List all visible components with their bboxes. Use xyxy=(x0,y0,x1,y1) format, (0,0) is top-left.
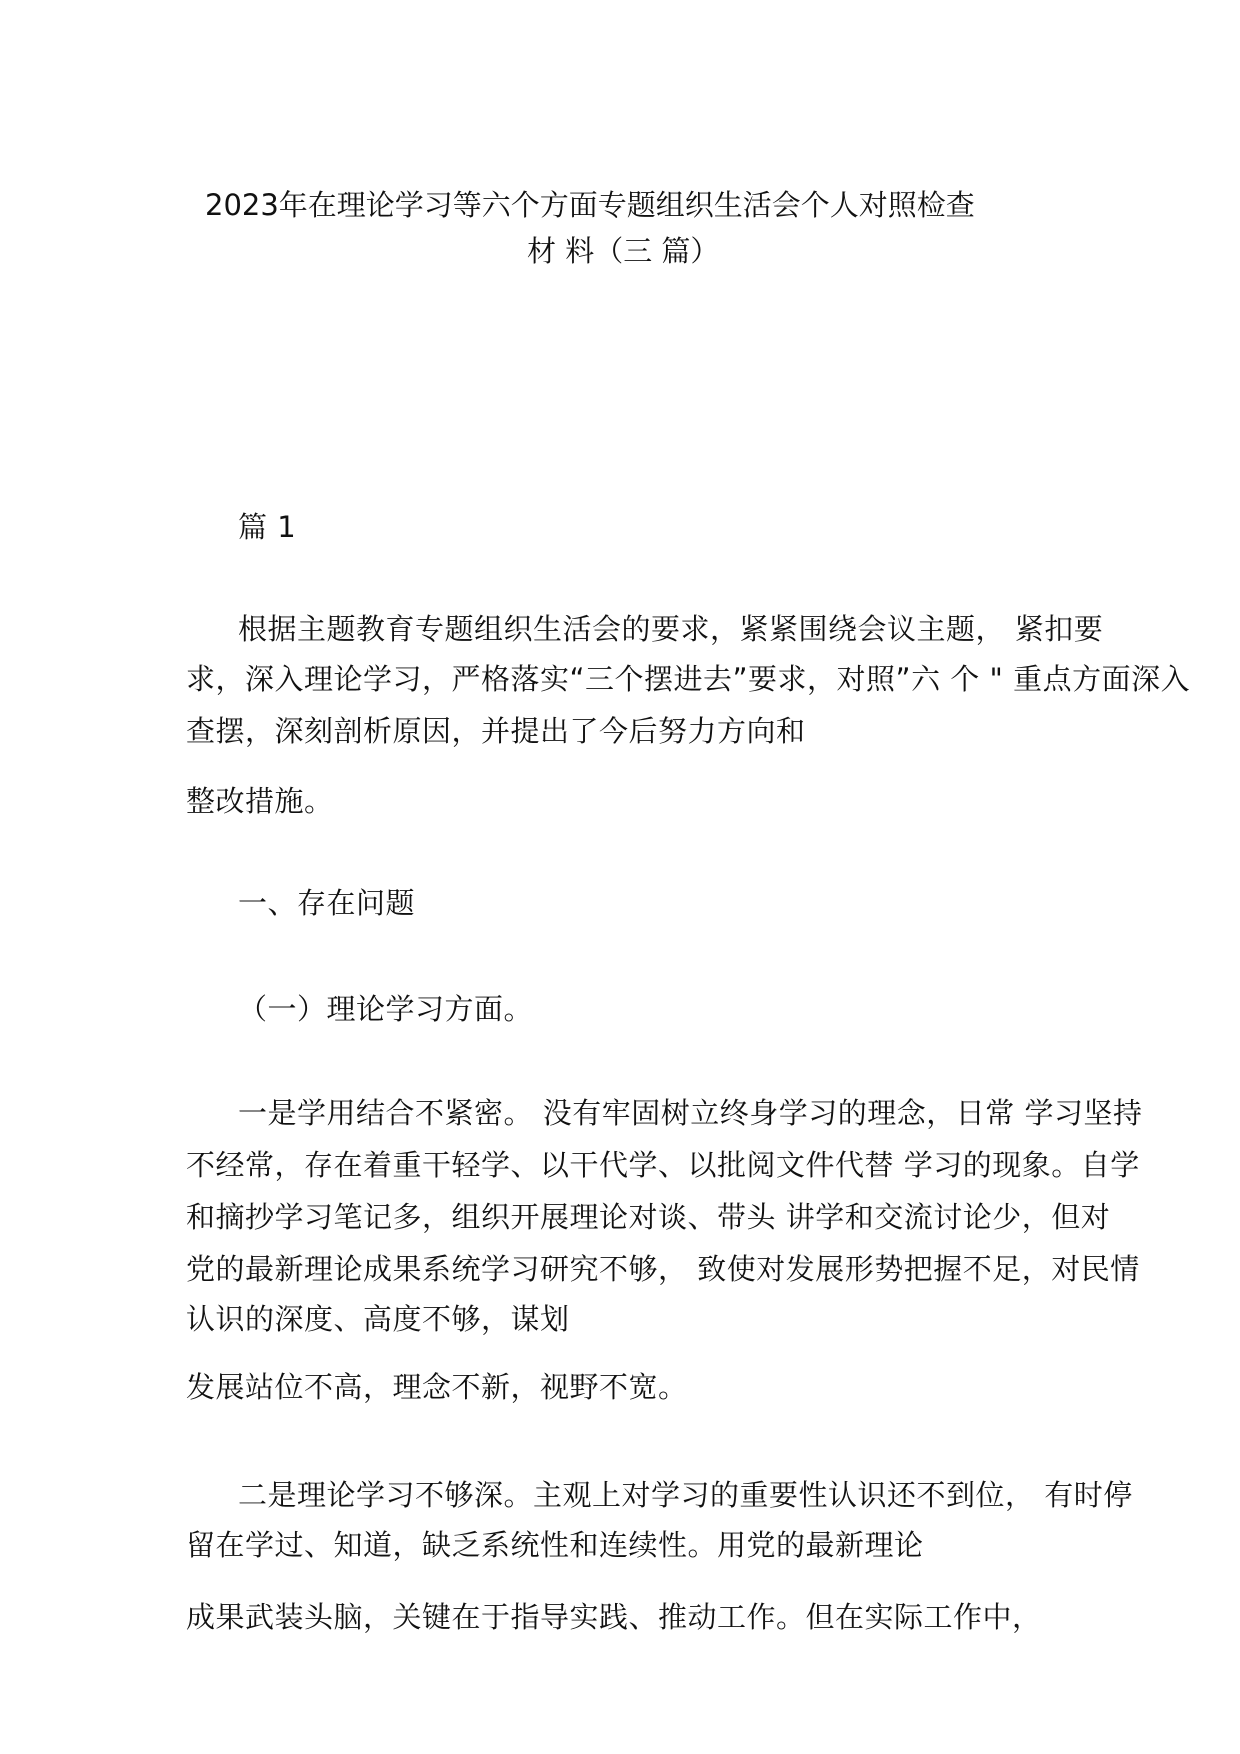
intro-line-3: 查摆，深刻剖析原因，并提出了今后努力方向和 xyxy=(186,714,806,748)
document-title-line-1: 2023年在理论学习等六个方面专题组织生活会个人对照检查 xyxy=(205,188,975,222)
para1-line-1: 一是学用结合不紧密。 没有牢固树立终身学习的理念，日常 学习坚持 xyxy=(238,1096,1143,1130)
intro-line-2: 求，深入理论学习，严格落实“三个摆进去”要求，对照”六 个 " 重点方面深入 xyxy=(186,662,1191,696)
intro-line-4: 整改措施。 xyxy=(186,784,334,818)
subheading-theory-study: （一）理论学习方面。 xyxy=(238,992,534,1026)
para1-line-3: 和摘抄学习笔记多，组织开展理论对谈、带头 讲学和交流讨论少，但对 xyxy=(186,1200,1111,1234)
document-title-line-2: 材 料（三 篇） xyxy=(527,234,720,268)
para1-line-4: 党的最新理论成果系统学习研究不够， 致使对发展形势把握不足，对民情 xyxy=(186,1252,1140,1286)
para1-line-5: 认识的深度、高度不够，谋划 xyxy=(186,1302,570,1336)
para2-line-3: 成果武装头脑，关键在于指导实践、推动工作。但在实际工作中， xyxy=(186,1600,1042,1634)
section-label: 篇 1 xyxy=(238,510,297,544)
para2-line-1: 二是理论学习不够深。主观上对学习的重要性认识还不到位， 有时停 xyxy=(238,1478,1133,1512)
para1-line-2: 不经常，存在着重干轻学、以干代学、以批阅文件代替 学习的现象。自学 xyxy=(186,1148,1140,1182)
heading-existing-problems: 一、存在问题 xyxy=(238,886,416,920)
intro-line-1: 根据主题教育专题组织生活会的要求，紧紧围绕会议主题， 紧扣要 xyxy=(238,612,1104,646)
para1-line-6: 发展站位不高，理念不新，视野不宽。 xyxy=(186,1370,688,1404)
para2-line-2: 留在学过、知道，缺乏系统性和连续性。用党的最新理论 xyxy=(186,1528,924,1562)
